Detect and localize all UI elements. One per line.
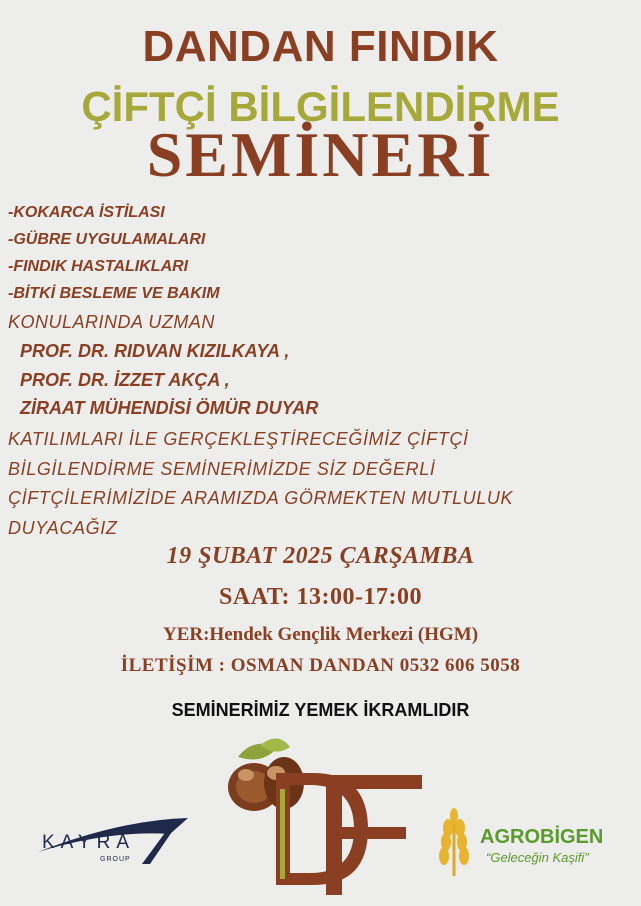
wheat-icon: [428, 808, 480, 878]
title-line-3: SEMİNERİ: [146, 119, 495, 190]
title-line-2: ÇİFTÇİ BİLGİLENDİRME: [81, 83, 560, 130]
title-line-1: DANDAN FINDIK: [142, 22, 499, 71]
speaker-item: ZİRAAT MÜHENDİSİ ÖMÜR DUYAR: [20, 398, 319, 418]
speaker-item: PROF. DR. RIDVAN KIZILKAYA ,: [20, 341, 290, 361]
event-contact: İLETİŞİM : OSMAN DANDAN 0532 606 5058: [120, 655, 521, 676]
topic-item: -FINDIK HASTALIKLARI: [8, 258, 189, 275]
topic-item: -GÜBRE UYGULAMALARI: [8, 231, 206, 248]
paragraph-line: ÇİFTÇİLERİMİZİDE ARAMIZDA GÖRMEKTEN MUTLULUK: [8, 488, 514, 508]
event-date: 19 ŞUBAT 2025 ÇARŞAMBA: [166, 543, 475, 569]
speaker-item: PROF. DR. İZZET AKÇA ,: [20, 370, 230, 390]
invitation-paragraph: [8, 425, 608, 543]
event-time: SAAT: 13:00-17:00: [219, 584, 422, 610]
hazelnut-icon: [218, 735, 426, 900]
intro-text: KONULARINDA UZMAN: [8, 312, 215, 332]
topic-item: -KOKARCA İSTİLASI: [8, 204, 165, 221]
paragraph-line: KATILIMLARI İLE GERÇEKLEŞTİRECEĞİMİZ ÇİFTÇİ: [8, 429, 469, 449]
kayra-logo-name: KAYRA: [42, 832, 136, 853]
food-note: SEMİNERİMİZ YEMEK İKRAMLIDIR: [171, 700, 470, 720]
kayra-logo-sub: GROUP: [100, 856, 131, 863]
paragraph-line: DUYACAĞIZ: [8, 517, 118, 538]
agrobigen-logo-name: AGROBİGEN: [480, 826, 604, 848]
topic-item: -BİTKİ BESLEME VE BAKIM: [8, 285, 220, 302]
event-place: YER:Hendek Gençlik Merkezi (HGM): [162, 624, 479, 645]
agrobigen-slogan: “Geleceğin Kaşifi”: [486, 850, 589, 865]
paragraph-line: BİLGİLENDİRME SEMİNERİMİZDE SİZ DEĞERLİ: [8, 458, 436, 479]
